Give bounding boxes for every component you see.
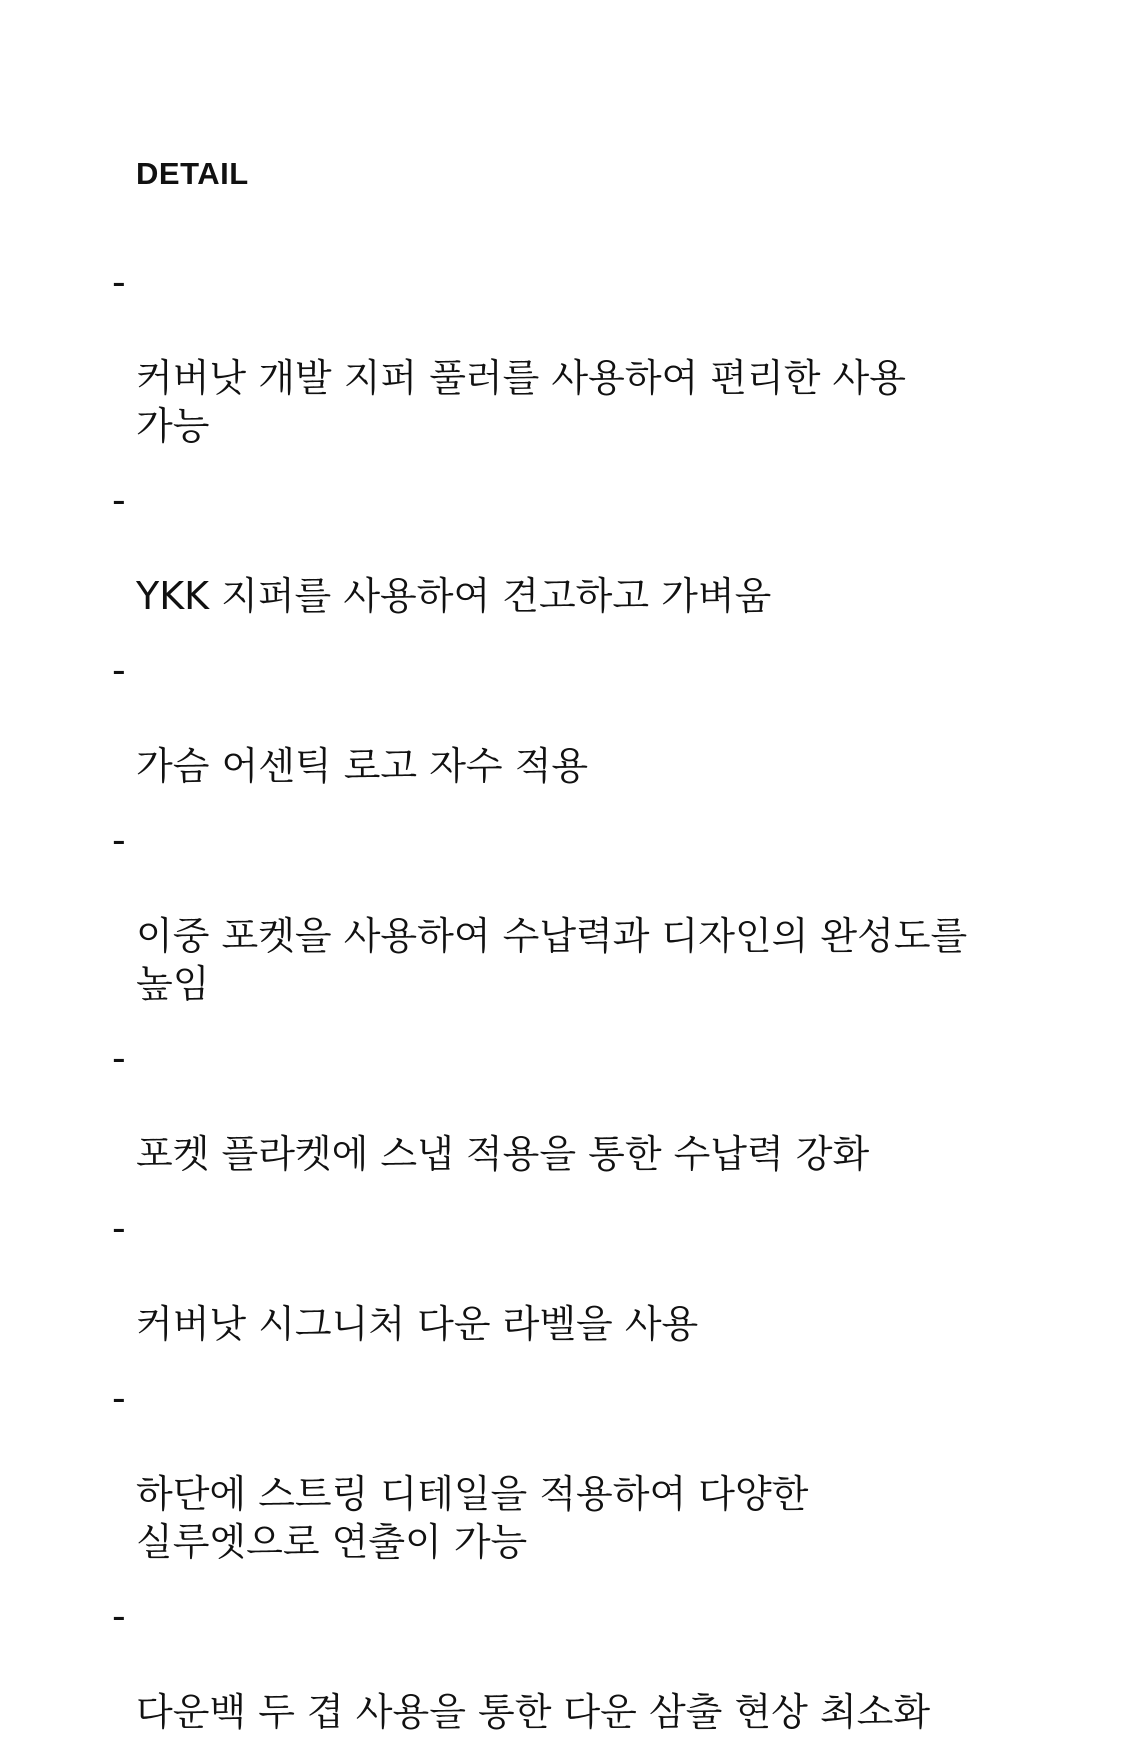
bullet-dash: - xyxy=(112,1594,126,1638)
list-item-text: 커버낫 개발 지퍼 풀러를 사용하여 편리한 사용 가능 xyxy=(136,356,906,448)
bullet-dash: - xyxy=(112,1206,126,1250)
feature-list xyxy=(112,258,1042,1762)
bullet-dash: - xyxy=(112,478,126,522)
list-item-text: 커버낫 시그니처 다운 라벨을 사용 xyxy=(136,1302,699,1346)
list-item-text: 이중 포켓을 사용하여 수납력과 디자인의 완성도를 높임 xyxy=(136,914,968,1006)
list-item xyxy=(112,646,1042,790)
bullet-dash: - xyxy=(112,1376,126,1420)
bullet-dash: - xyxy=(112,260,126,304)
list-item xyxy=(112,1204,1042,1348)
list-item xyxy=(112,258,1042,450)
list-item xyxy=(112,1374,1042,1566)
list-item-text: 가슴 어센틱 로고 자수 적용 xyxy=(136,744,589,788)
list-item-text: 하단에 스트링 디테일을 적용하여 다양한 실루엣으로 연출이 가능 xyxy=(136,1472,809,1564)
list-item-text: 포켓 플라켓에 스냅 적용을 통한 수납력 강화 xyxy=(136,1132,870,1176)
bullet-dash: - xyxy=(112,648,126,692)
list-item xyxy=(112,476,1042,620)
list-item xyxy=(112,1034,1042,1178)
list-item-text: 다운백 두 겹 사용을 통한 다운 삼출 현상 최소화 xyxy=(136,1690,931,1734)
bullet-dash: - xyxy=(112,1036,126,1080)
list-item xyxy=(112,1592,1042,1736)
list-item-text: YKK 지퍼를 사용하여 견고하고 가벼움 xyxy=(136,574,772,618)
section-title: DETAIL xyxy=(136,156,249,191)
bullet-dash: - xyxy=(112,818,126,862)
list-item xyxy=(112,816,1042,1008)
